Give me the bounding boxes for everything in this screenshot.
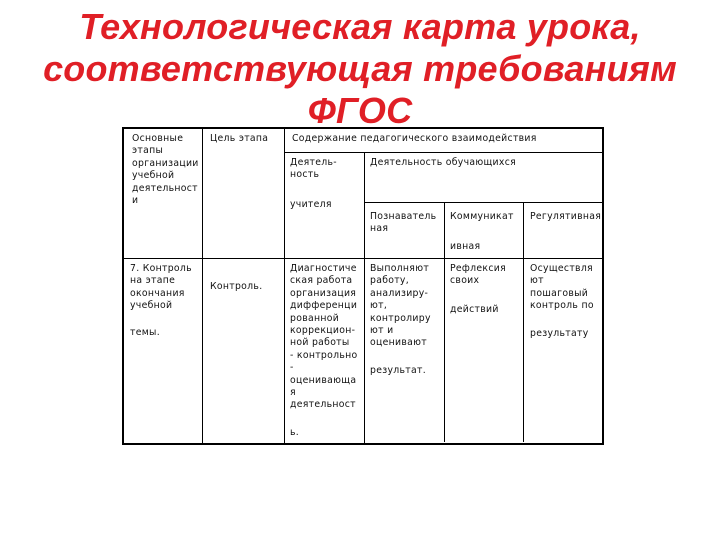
page-title bbox=[0, 6, 720, 132]
row-goal: Контроль. bbox=[210, 281, 263, 292]
col-divider-2 bbox=[284, 129, 285, 443]
header-goal: Цель этапа bbox=[210, 133, 269, 144]
header-teacher-activity: Деятель- ность bbox=[290, 157, 337, 181]
row-regulative: Осуществля ют пошаговый контроль по bbox=[530, 263, 594, 312]
col-divider-1 bbox=[202, 129, 203, 443]
header-content: Содержание педагогического взаимодействия bbox=[292, 133, 537, 144]
header-communicative: Коммуникат bbox=[450, 211, 514, 222]
row-teacher-tail: ь. bbox=[290, 427, 300, 438]
lesson-map-table bbox=[122, 127, 604, 445]
header-cognitive: Познаватель ная bbox=[370, 211, 437, 235]
header-communicative-tail: ивная bbox=[450, 241, 481, 252]
row-divider-2 bbox=[364, 202, 604, 203]
row-cognitive-tail: результат. bbox=[370, 365, 426, 376]
col-divider-5 bbox=[523, 202, 524, 442]
col-divider-3 bbox=[364, 152, 365, 443]
row-divider-3 bbox=[124, 258, 604, 259]
row-divider-1 bbox=[284, 152, 604, 153]
header-stages: Основные этапы организации учебной деятельност и bbox=[132, 133, 199, 207]
title-line-2: соответствующая требованиям bbox=[43, 48, 677, 89]
title-line-1: Технологическая карта урока, bbox=[79, 6, 641, 47]
row-regulative-tail: результату bbox=[530, 328, 589, 339]
header-teacher-word: учителя bbox=[290, 199, 332, 210]
row-communicative-tail: действий bbox=[450, 304, 499, 315]
col-divider-4 bbox=[444, 202, 445, 442]
header-student-activity: Деятельность обучающихся bbox=[370, 157, 517, 168]
title-line-3: ФГОС bbox=[307, 90, 413, 131]
row-teacher: Диагностиче ская работа организация дифференци рованной коррекцион- ной работы - контрольно - оценивающа я деятельност bbox=[290, 263, 358, 411]
row-stage-tail: темы. bbox=[130, 327, 160, 338]
row-stage: 7. Контроль на этапе окончания учебной bbox=[130, 263, 192, 312]
header-regulative: Регулятивная bbox=[530, 211, 602, 222]
row-communicative: Рефлексия своих bbox=[450, 263, 506, 287]
row-cognitive: Выполняют работу, анализиру- ют, контролиру ют и оценивают bbox=[370, 263, 431, 349]
